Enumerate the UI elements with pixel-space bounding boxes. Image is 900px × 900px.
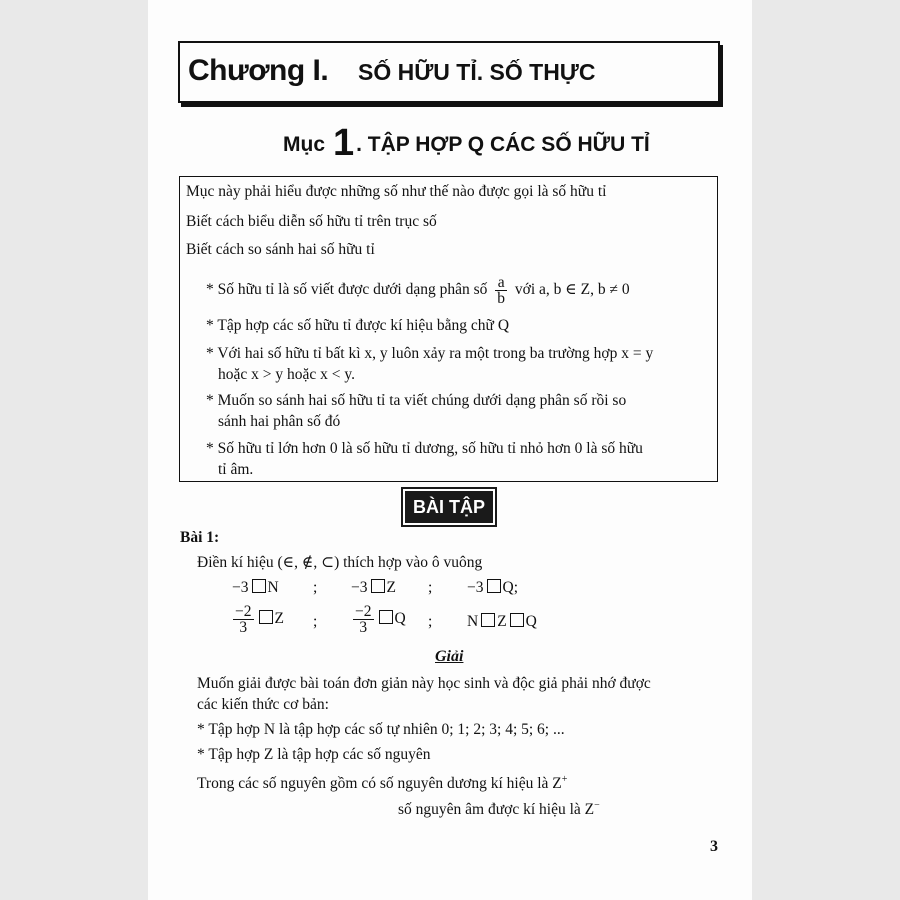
set-symbol: Q	[525, 613, 537, 630]
bullet-line: hoặc x > y hoặc x < y.	[218, 366, 355, 383]
exercise-title: Bài 1:	[180, 529, 220, 546]
solution-line: Muốn giải được bài toán đơn giản này học sinh và độc giả phải nhớ được	[197, 675, 651, 692]
exercise-row	[233, 604, 284, 635]
solution-line: * Tập hợp Z là tập hợp các số nguyên	[197, 746, 431, 763]
superscript: +	[561, 774, 568, 785]
fraction-a-over-b	[495, 275, 507, 306]
fraction-numerator: −2	[235, 603, 252, 620]
fraction-denominator: b	[497, 290, 506, 307]
solution-negative-integers	[398, 796, 600, 820]
bullet-line: * Với hai số hữu tỉ bất kì x, y luôn xảy ra một trong ba trường hợp x = y	[206, 345, 654, 362]
fraction-numerator: a	[495, 275, 507, 291]
solution-positive-integers	[197, 770, 567, 794]
answer-box[interactable]	[259, 610, 273, 624]
answer-box[interactable]	[510, 613, 524, 627]
bullet-line: * Muốn so sánh hai số hữu tỉ ta viết chúng dưới dạng phân số rồi so	[206, 392, 627, 409]
exercise-row	[353, 604, 406, 635]
chapter-title: SỐ HỮU TỈ. SỐ THỰC	[358, 59, 596, 85]
solution-line: * Tập hợp N là tập hợp các số tự nhiên 0; 1; 2; 3; 4; 5; 6; ...	[197, 721, 565, 738]
set-symbol: Z	[274, 610, 284, 628]
solution-line: các kiến thức cơ bản:	[197, 696, 329, 713]
section-title: . TẬP HỢP Q CÁC SỐ HỮU TỈ	[356, 133, 650, 156]
answer-box[interactable]	[379, 610, 393, 624]
separator: ;	[313, 613, 318, 630]
exercise-row	[467, 578, 518, 598]
set-symbol: Q;	[502, 579, 518, 596]
goal-line: Biết cách biểu diễn số hữu tỉ trên trục số	[186, 213, 437, 230]
section-heading	[283, 122, 650, 165]
superscript: −	[594, 800, 600, 811]
bullet-line: * Số hữu tỉ lớn hơn 0 là số hữu tỉ dương, số hữu tỉ nhỏ hơn 0 là số hữu	[206, 440, 643, 457]
bullet-line: tỉ âm.	[218, 461, 254, 478]
separator: ;	[428, 613, 433, 630]
fraction-minus-two-thirds	[353, 604, 374, 635]
value: −3	[351, 579, 368, 596]
separator: ;	[428, 579, 433, 596]
set-symbol: Z	[497, 613, 507, 630]
bullet-line: * Tập hợp các số hữu tỉ được kí hiệu bằng chữ Q	[206, 317, 510, 334]
set-symbol: Q	[394, 610, 406, 628]
solution-text: số nguyên âm được kí hiệu là Z	[398, 801, 595, 819]
fraction-denominator: 3	[239, 619, 248, 636]
exercise-badge: BÀI TẬP	[403, 489, 495, 525]
page-number: 3	[710, 838, 718, 855]
fraction-denominator: 3	[359, 619, 368, 636]
goal-line: Biết cách so sánh hai số hữu tỉ	[186, 241, 375, 258]
chapter-label: Chương I.	[188, 54, 329, 87]
exercise-prompt: Điền kí hiệu (∈, ∉, ⊂) thích hợp vào ô vuông	[197, 554, 483, 571]
fraction-numerator: −2	[355, 603, 372, 620]
solution-text: Trong các số nguyên gồm có số nguyên dương kí hiệu là Z	[197, 775, 562, 793]
answer-box[interactable]	[252, 579, 266, 593]
section-number: 1	[333, 122, 355, 164]
bullet-rational-definition	[206, 275, 630, 306]
bullet-text: với a, b ∈ Z, b ≠ 0	[514, 281, 630, 299]
bullet-text: * Số hữu tỉ là số viết được dưới dạng phân số	[206, 281, 488, 299]
chapter-header	[178, 41, 720, 103]
exercise-row	[232, 578, 279, 598]
bullet-line: sánh hai phân số đó	[218, 413, 341, 430]
answer-box[interactable]	[487, 579, 501, 593]
exercise-row	[351, 578, 396, 598]
set-symbol: N	[467, 613, 479, 630]
answer-box[interactable]	[371, 579, 385, 593]
section-word: Mục	[283, 133, 325, 156]
value: −3	[232, 579, 249, 596]
fraction-minus-two-thirds	[233, 604, 254, 635]
exercise-row	[467, 612, 537, 632]
solution-title: Giải	[435, 648, 464, 665]
goal-line: Mục này phải hiểu được những số như thế nào được gọi là số hữu tỉ	[186, 183, 607, 200]
answer-box[interactable]	[481, 613, 495, 627]
value: −3	[467, 579, 484, 596]
set-symbol: N	[267, 579, 279, 596]
set-symbol: Z	[386, 579, 396, 596]
separator: ;	[313, 579, 318, 596]
